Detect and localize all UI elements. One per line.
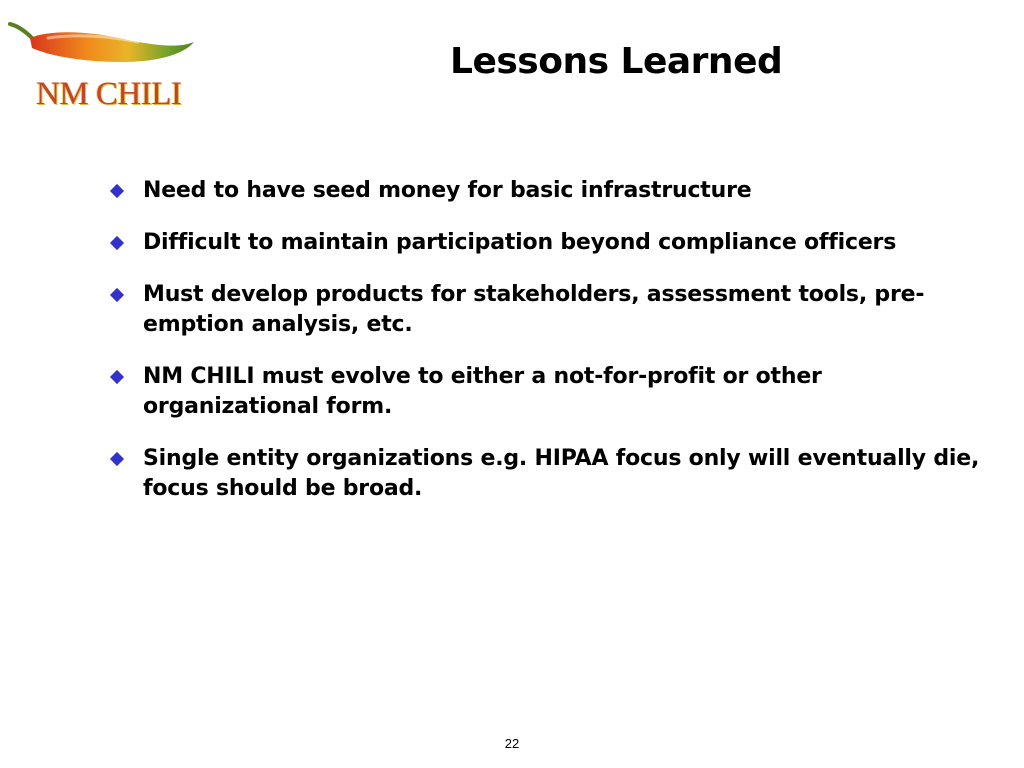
bullet-item <box>108 362 988 422</box>
chili-pepper-icon <box>8 18 198 78</box>
page-number: 22 <box>504 736 520 751</box>
bullet-text: NM CHILI must evolve to either a not-for-profit or other organizational form. <box>143 364 822 419</box>
bullet-text: Need to have seed money for basic infrastructure <box>143 178 752 203</box>
nm-chili-logo <box>8 18 198 112</box>
logo-text: NM CHILI <box>36 76 182 112</box>
diamond-bullet-icon <box>110 288 124 302</box>
diamond-bullet-icon <box>110 184 124 198</box>
bullet-item <box>108 280 988 340</box>
bullet-item <box>108 444 988 504</box>
bullet-list <box>108 176 988 526</box>
slide-title: Lessons Learned <box>450 41 783 82</box>
diamond-bullet-icon <box>110 370 124 384</box>
diamond-bullet-icon <box>110 236 124 250</box>
bullet-text: Must develop products for stakeholders, assessment tools, pre-emption analysis, etc. <box>143 282 925 337</box>
bullet-text: Difficult to maintain participation beyond compliance officers <box>143 230 897 255</box>
bullet-item <box>108 176 988 206</box>
bullet-text: Single entity organizations e.g. HIPAA focus only will eventually die, focus should be broad. <box>143 446 980 501</box>
bullet-item <box>108 228 988 258</box>
diamond-bullet-icon <box>110 452 124 466</box>
